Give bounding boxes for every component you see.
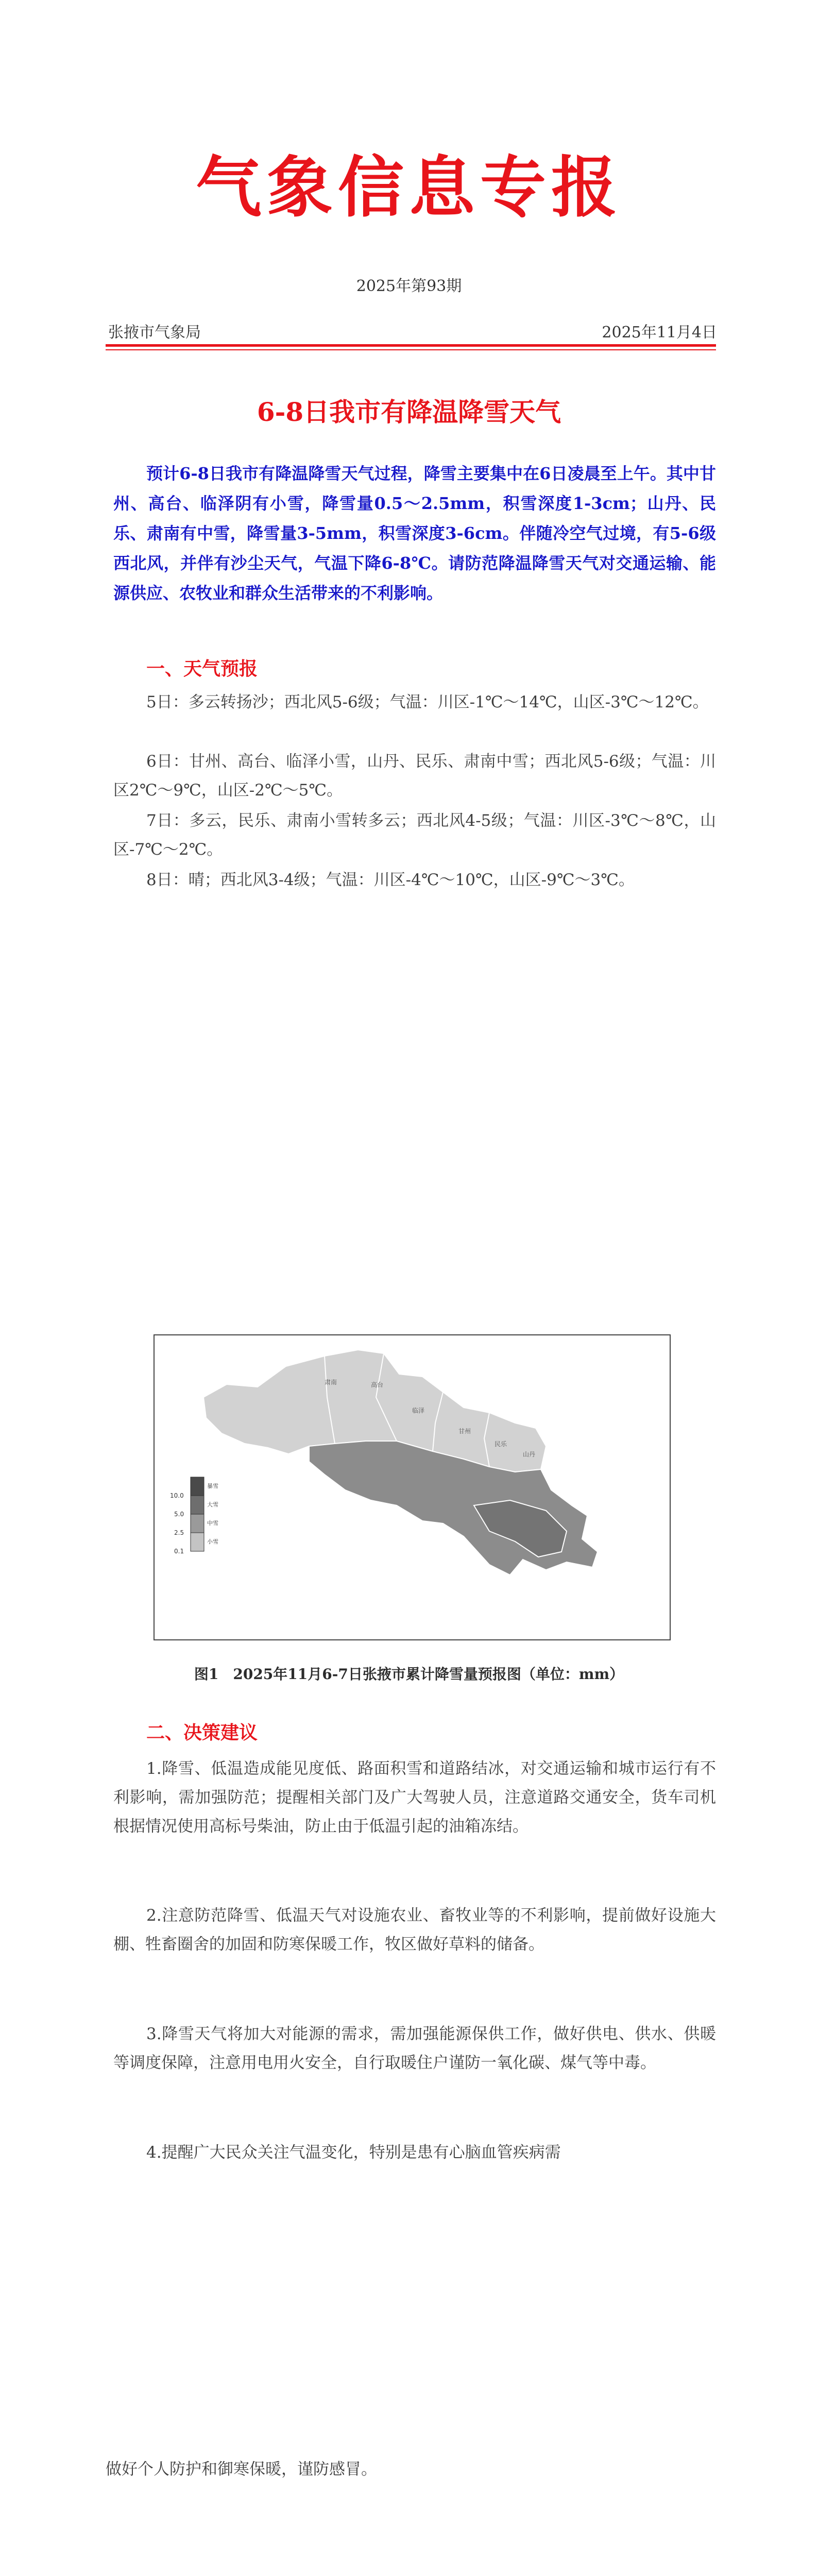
advice-item-4: 4.提醒广大民众关注气温变化，特别是患有心脑血管疾病需 [146,2143,561,2162]
report-summary: 预计6-8日我市有降温降雪天气过程，降雪主要集中在6日凌晨至上午。其中甘州、高台、临泽阴有小雪，降雪量0.5～2.5mm，积雪深度1-3cm；山丹、民乐、肃南有中雪，降雪量3-5mm，积雪深度3-6cm。伴随冷空气过境，有5-6级西北风，并伴有沙尘天气，气温下降6-8℃。请防范降温降雪天气对交通运输、能源供应、农牧业和群众生活带来的不利影响。 [113,464,716,603]
map-region-south [309,1441,598,1575]
map-label-shandan: 山丹 [523,1451,536,1458]
advice-item-1: 1.降雪、低温造成能见度低、路面积雪和道路结冰，对交通运输和城市运行有不利影响，需加强防范；提醒相关部门及广大驾驶人员，注意道路交通安全，货车司机根据情况使用高标号柴油，防止由于低温引起的油箱冻结。 [113,1759,716,1836]
map-label-sunan: 肃南 [325,1379,337,1386]
advice-item-3: 3.降雪天气将加大对能源的需求，需加强能源保供工作，做好供电、供水、供暖等调度保障，注意用电用火安全，自行取暖住户谨防一氧化碳、煤气等中毒。 [113,2025,716,2072]
map-label-linze: 临泽 [412,1407,425,1414]
snowfall-forecast-map [154,1334,671,1640]
forecast-day-6: 6日：甘州、高台、临泽小雪，山丹、民乐、肃南中雪；西北风5-6级；气温：川区2℃～9℃，山区-2℃～5℃。 [113,752,716,800]
map-label-ganzhou: 甘州 [458,1428,471,1435]
legend-label: 暴雪 [207,1483,218,1489]
map-svg [155,1335,670,1639]
map-label-minle: 民乐 [495,1440,507,1448]
section-forecast-title: 一、天气预报 [146,658,258,680]
forecast-day-5: 5日：多云转扬沙；西北风5-6级；气温：川区-1℃～14℃，山区-3℃～12℃。 [146,693,709,711]
section-advice-title: 二、决策建议 [146,1722,258,1743]
header-rule-thin [106,349,716,350]
legend-label: 小雪 [207,1538,218,1545]
masthead-title: 气象信息专报 [195,149,622,226]
issuer-name: 张掖市气象局 [108,324,201,342]
report-headline: 6-8日我市有降温降雪天气 [257,397,561,427]
forecast-day-8: 8日：晴；西北风3-4级；气温：川区-4℃～10℃，山区-9℃～3℃。 [146,871,635,889]
legend-range: 0.1 [174,1548,184,1555]
issue-number: 2025年第93期 [356,277,462,295]
advice-item-4-continued: 做好个人防护和御寒保暖，谨防感冒。 [106,2460,377,2479]
figure-caption: 图1 2025年11月6-7日张掖市累计降雪量预报图（单位：mm） [194,1666,624,1683]
legend-swatch-0-1 [191,1533,204,1551]
advice-item-2: 2.注意防范降雪、低温天气对设施农业、畜牧业等的不利影响，提前做好设施大棚、牲畜圈舍的加固和防寒保暖工作，牧区做好草料的储备。 [113,1906,716,1954]
legend-range: 5.0 [174,1511,184,1518]
legend-range: 10.0 [170,1492,184,1499]
issue-date: 2025年11月4日 [602,324,717,342]
map-legend [170,1477,218,1555]
legend-swatch-10 [191,1477,204,1496]
legend-swatch-2-5 [191,1514,204,1533]
legend-range: 2.5 [174,1529,184,1536]
legend-label: 大雪 [207,1501,218,1508]
legend-swatch-5 [191,1496,204,1514]
legend-label: 中雪 [207,1520,218,1527]
map-label-gaotai: 高台 [371,1381,384,1388]
header-rule-thick [106,344,716,347]
forecast-day-7: 7日：多云，民乐、肃南小雪转多云；西北风4-5级；气温：川区-3℃～8℃，山区-7℃～2℃。 [113,811,716,859]
